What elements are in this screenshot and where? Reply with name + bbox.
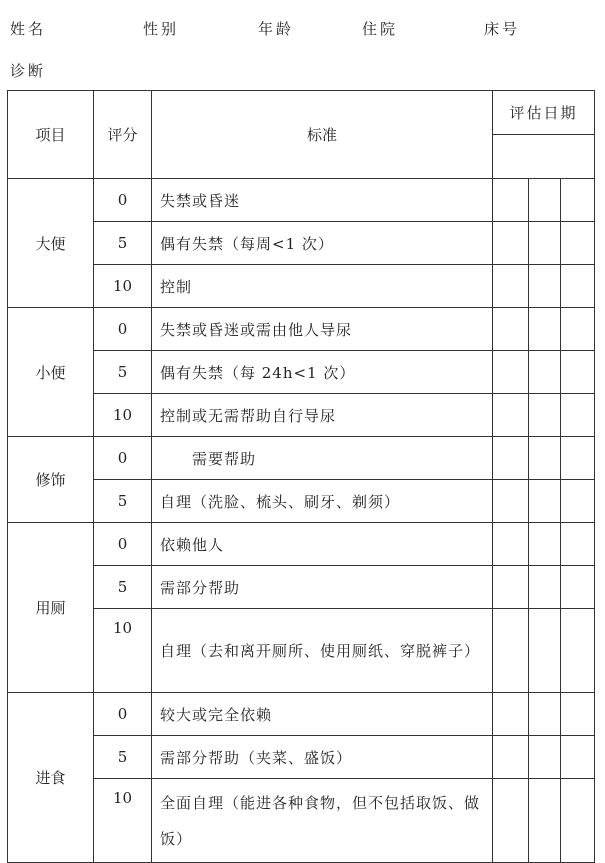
date-entry-cell[interactable] [493, 135, 595, 179]
date-cell[interactable] [561, 566, 595, 609]
age-label: 年龄 [258, 20, 295, 38]
date-cell[interactable] [493, 179, 529, 222]
date-cell[interactable] [561, 609, 595, 693]
name-label: 姓名 [10, 20, 47, 38]
standard-cell: 较大或完全依赖 [152, 693, 493, 736]
score-cell: 10 [94, 779, 152, 863]
date-cell[interactable] [561, 779, 595, 863]
score-cell: 0 [94, 437, 152, 480]
score-cell: 5 [94, 736, 152, 779]
date-cell[interactable] [561, 394, 595, 437]
adl-assessment-table [7, 90, 595, 863]
date-cell[interactable] [529, 480, 561, 523]
score-cell: 5 [94, 566, 152, 609]
date-cell[interactable] [529, 265, 561, 308]
header-score: 评分 [94, 91, 152, 179]
score-cell: 0 [94, 179, 152, 222]
date-cell[interactable] [561, 480, 595, 523]
standard-cell: 偶有失禁（每周<1 次） [152, 222, 493, 265]
standard-cell: 控制 [152, 265, 493, 308]
date-cell[interactable] [493, 265, 529, 308]
score-cell: 5 [94, 351, 152, 394]
date-cell[interactable] [493, 523, 529, 566]
standard-cell: 需部分帮助 [152, 566, 493, 609]
date-cell[interactable] [493, 308, 529, 351]
date-cell[interactable] [529, 351, 561, 394]
standard-cell: 自理（洗脸、梳头、刷牙、剃须） [152, 480, 493, 523]
date-cell[interactable] [493, 480, 529, 523]
sex-label: 性别 [143, 20, 180, 38]
standard-cell: 需要帮助 [152, 437, 493, 480]
patient-header [10, 18, 605, 40]
date-cell[interactable] [493, 222, 529, 265]
score-cell: 5 [94, 222, 152, 265]
item-cell: 用厕 [8, 523, 94, 693]
score-cell: 5 [94, 480, 152, 523]
date-cell[interactable] [529, 308, 561, 351]
date-cell[interactable] [561, 736, 595, 779]
header-item: 项目 [8, 91, 94, 179]
standard-cell: 依赖他人 [152, 523, 493, 566]
date-cell[interactable] [493, 351, 529, 394]
date-cell[interactable] [529, 437, 561, 480]
score-cell: 0 [94, 693, 152, 736]
score-cell: 10 [94, 394, 152, 437]
item-cell: 进食 [8, 693, 94, 863]
date-cell[interactable] [493, 437, 529, 480]
standard-cell: 自理（去和离开厕所、使用厕纸、穿脱裤子） [152, 609, 493, 693]
date-cell[interactable] [529, 179, 561, 222]
date-cell[interactable] [561, 437, 595, 480]
standard-cell: 控制或无需帮助自行导尿 [152, 394, 493, 437]
date-cell[interactable] [561, 179, 595, 222]
standard-cell: 全面自理（能进各种食物，但不包括取饭、做饭） [152, 779, 493, 863]
date-cell[interactable] [561, 222, 595, 265]
date-cell[interactable] [561, 693, 595, 736]
standard-cell: 失禁或昏迷或需由他人导尿 [152, 308, 493, 351]
date-cell[interactable] [561, 351, 595, 394]
ward-label: 住院 [362, 20, 399, 38]
item-cell: 小便 [8, 308, 94, 437]
standard-cell: 失禁或昏迷 [152, 179, 493, 222]
date-cell[interactable] [529, 693, 561, 736]
bed-label: 床号 [484, 20, 521, 38]
date-cell[interactable] [529, 394, 561, 437]
header-assessment-date: 评估日期 [493, 91, 595, 135]
date-cell[interactable] [529, 779, 561, 863]
date-cell[interactable] [493, 736, 529, 779]
score-cell: 0 [94, 523, 152, 566]
standard-cell: 需部分帮助（夹菜、盛饭） [152, 736, 493, 779]
date-cell[interactable] [493, 609, 529, 693]
date-cell[interactable] [561, 308, 595, 351]
standard-cell: 偶有失禁（每 24h<1 次） [152, 351, 493, 394]
header-standard: 标准 [152, 91, 493, 179]
date-cell[interactable] [493, 394, 529, 437]
score-cell: 10 [94, 609, 152, 693]
item-cell: 大便 [8, 179, 94, 308]
date-cell[interactable] [561, 523, 595, 566]
date-cell[interactable] [493, 566, 529, 609]
date-cell[interactable] [493, 693, 529, 736]
date-cell[interactable] [529, 736, 561, 779]
date-cell[interactable] [529, 523, 561, 566]
score-cell: 10 [94, 265, 152, 308]
date-cell[interactable] [493, 779, 529, 863]
date-cell[interactable] [561, 265, 595, 308]
item-cell: 修饰 [8, 437, 94, 523]
date-cell[interactable] [529, 222, 561, 265]
date-cell[interactable] [529, 609, 561, 693]
date-cell[interactable] [529, 566, 561, 609]
score-cell: 0 [94, 308, 152, 351]
diagnosis-label: 诊断 [10, 62, 47, 80]
